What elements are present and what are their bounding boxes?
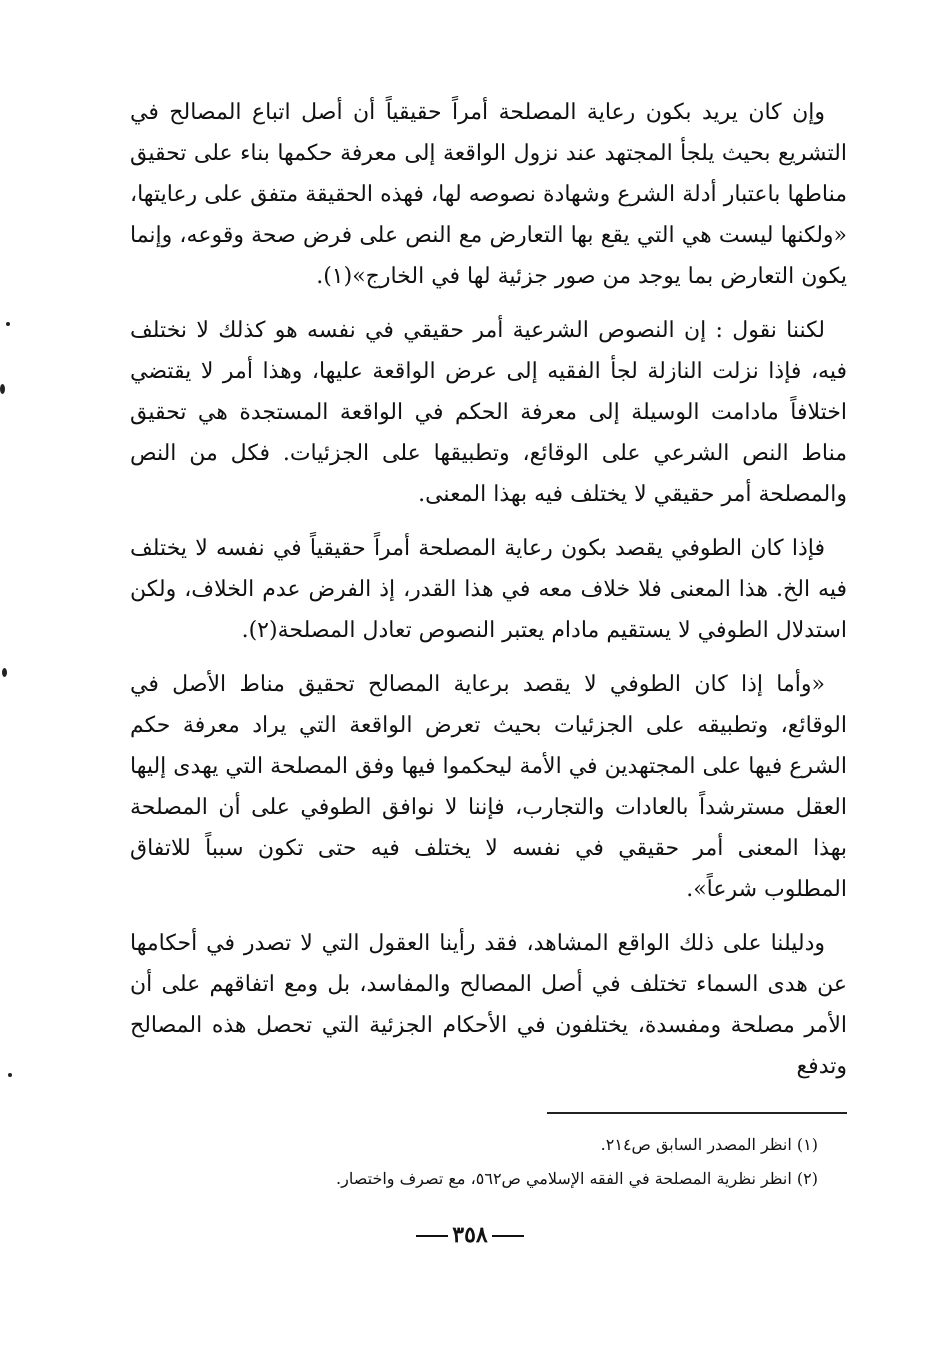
page-number-dash-left [492,1235,524,1237]
main-text [130,92,847,1100]
paragraph-4: «وأما إذا كان الطوفي لا يقصد برعاية المصالح تحقيق مناط الأصل في الوقائع، وتطبيقه على الجزئيات بحيث تعرض الواقعة التي يراد معرفة حكم الشرع فيها على المجتهدين في الأمة ليحكموا فيها وفق المصلحة التي يهدى إليها العقل مسترشداً بالعادات والتجارب، فإننا لا نوافق الطوفي على أن المصلحة بهذا المعنى أمر حقيقي في نفسه لا يختلف فيه حتى تكون سبباً للاتفاق المطلوب شرعاً». [130,672,847,902]
paragraph-5: ودليلنا على ذلك الواقع المشاهد، فقد رأينا العقول التي لا تصدر في أحكامها عن هدى السماء تختلف في أصل المصالح والمفاسد، بل ومع اتفاقهم على أن الأمر مصلحة ومفسدة، يختلفون في الأحكام الجزئية التي تحصل هذه المصالح وتدفع [130,931,848,1079]
scan-speck [2,668,7,677]
page-number-value: ٣٥٨ [452,1222,488,1248]
footnote-1: (١) انظر المصدر السابق ص٢١٤. [600,1135,818,1154]
scan-speck [0,384,5,394]
footnote-2: (٢) انظر نظرية المصلحة في الفقه الإسلامي ص٥٦٢، مع تصرف واختصار. [336,1169,818,1188]
footnotes [128,1128,818,1196]
page-number-dash-right [416,1235,448,1237]
paragraph-2: لكننا نقول : إن النصوص الشرعية أمر حقيقي في نفسه هو كذلك لا نختلف فيه، فإذا نزلت النازلة لجأ الفقيه إلى عرض الواقعة عليها، وهذا أمر لا يقتضي اختلافاً مادامت الوسيلة إلى معرفة الحكم في الواقعة المستجدة هي تحقيق مناط النص الشرعي على الوقائع، وتطبيقها على الجزئيات. فكل من النص والمصلحة أمر حقيقي لا يختلف فيه بهذا المعنى. [130,318,847,507]
paragraph-3: فإذا كان الطوفي يقصد بكون رعاية المصلحة أمراً حقيقياً في نفسه لا يختلف فيه الخ. هذا المعنى فلا خلاف معه في هذا القدر، إذ الفرض عدم الخلاف، ولكن استدلال الطوفي لا يستقيم مادام يعتبر النصوص تعادل المصلحة(٢). [130,536,847,643]
scan-speck [6,322,10,326]
scan-speck [8,1073,12,1077]
paragraph-1: وإن كان يريد بكون رعاية المصلحة أمراً حقيقياً أن أصل اتباع المصالح في التشريع بحيث يلجأ المجتهد عند نزول الواقعة إلى معرفة حكمها بناء على تحقيق مناطها باعتبار أدلة الشرع وشهادة نصوصه لها، فهذه الحقيقة متفق على رعايتها، «ولكنها ليست هي التي يقع بها التعارض مع النص على فرض صحة وقوعه، وإنما يكون التعارض بما يوجد من صور جزئية لها في الخارج»(١). [130,100,847,289]
footnote-divider [547,1112,847,1114]
page-number [0,1222,940,1248]
